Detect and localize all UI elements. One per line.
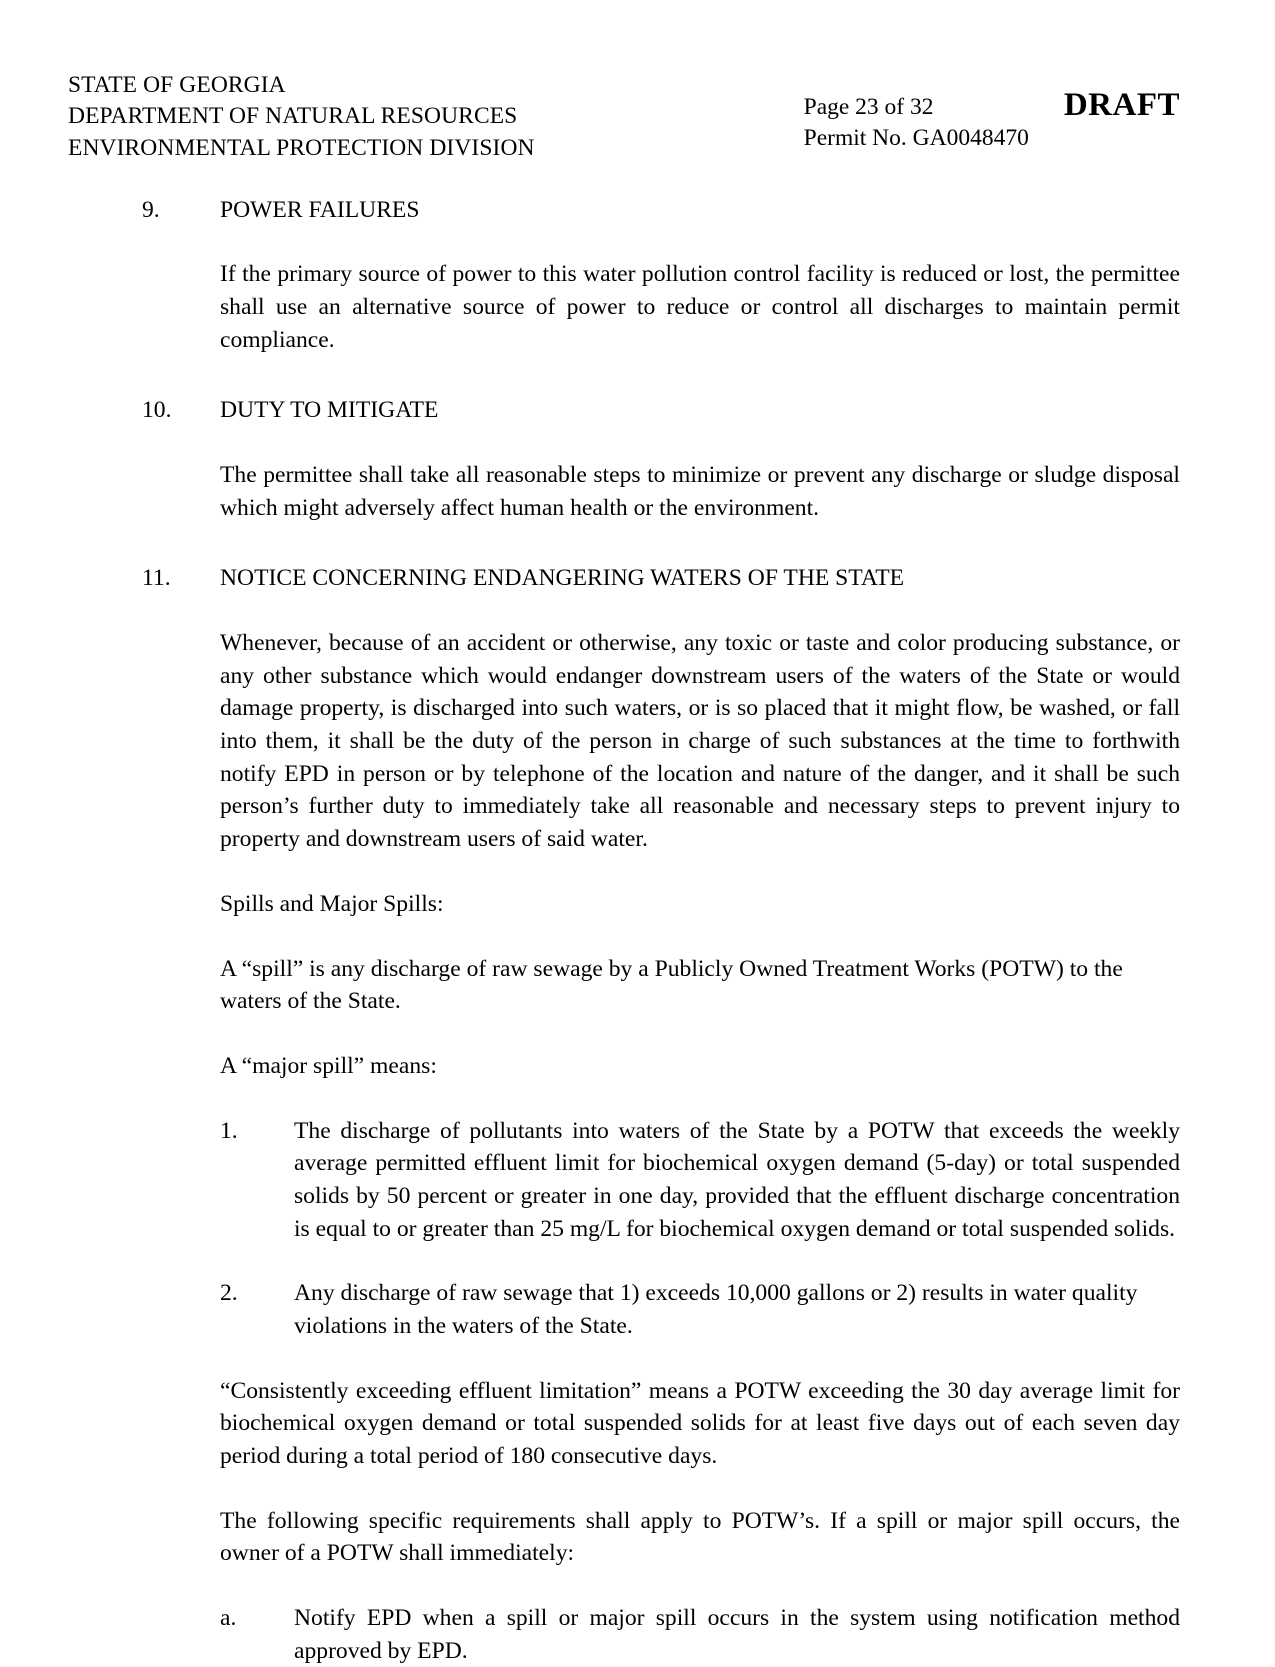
- spacer: [68, 1245, 1180, 1277]
- spacer: [68, 921, 1180, 953]
- section-heading-power-failures: [68, 194, 1180, 227]
- permit-number-label: Permit No. GA0048470: [803, 125, 1029, 152]
- paragraph-endangering-waters: Whenever, because of an accident or otherwise, any toxic or taste and color producing substance, or any other substance which would endanger downstream users of the waters of the State or would damage property, is discharged into such waters, or is so placed that it might flow, be washed, or fall into them, it shall be the duty of the person in charge of such substances at the time to forthwith notify EPD in person or by telephone of the location and nature of the danger, and it shall be such person’s further duty to immediately take all reasonable and necessary steps to prevent injury to property and downstream users of said water.: [220, 630, 1180, 853]
- spacer: [68, 1083, 1180, 1115]
- section-number: 9.: [142, 196, 160, 223]
- section-number: 10.: [142, 397, 172, 424]
- list-item: [220, 1277, 1180, 1342]
- spacer: [68, 356, 1180, 394]
- spacer: [68, 1018, 1180, 1050]
- draft-stamp: DRAFT: [1063, 87, 1180, 123]
- spacer: [68, 524, 1180, 562]
- spacer: [68, 856, 1180, 888]
- document-meta: [804, 92, 1029, 155]
- spacer: [68, 1473, 1180, 1505]
- list-item: [220, 1115, 1180, 1246]
- paragraph-major-spill-lead-in: A “major spill” means:: [220, 1052, 437, 1079]
- agency-line-state: STATE OF GEORGIA: [68, 72, 286, 98]
- list-item-marker: 2.: [220, 1280, 238, 1307]
- document-header: [68, 70, 1180, 164]
- paragraph-power-failures: If the primary source of power to this water pollution control facility is reduced or lost, the permittee shall use an alternative source of power to reduce or control all discharges to maintain permit compliance.: [220, 261, 1180, 353]
- paragraph-spill-definition: A “spill” is any discharge of raw sewage by a Publicly Owned Treatment Works (POTW) to the waters of the State.: [220, 955, 1123, 1015]
- document-body: [68, 194, 1180, 1667]
- page-number-label: Page 23 of 32: [803, 94, 934, 120]
- spacer: [68, 1570, 1180, 1602]
- section-heading-notice-endangering-waters: [68, 562, 1180, 595]
- section-heading-duty-to-mitigate: [68, 394, 1180, 427]
- section-number: 11.: [142, 565, 171, 592]
- list-item-marker: 1.: [220, 1117, 238, 1144]
- list-item-text: The discharge of pollutants into waters of the State by a POTW that exceeds the weekly average permitted effluent limit for biochemical oxygen demand (5-day) or total suspended solids by 50 percent or greater in one day, provided that the effluent discharge concentration is equal to or greater than 25 mg/L for biochemical oxygen demand or total suspended solids.: [294, 1117, 1180, 1242]
- paragraph-spills-and-major-spills: Spills and Major Spills:: [220, 890, 444, 917]
- agency-line-department: DEPARTMENT OF NATURAL RESOURCES: [68, 103, 518, 130]
- agency-heading: [68, 70, 535, 164]
- spacer: [68, 1343, 1180, 1375]
- paragraph-specific-requirements: The following specific requirements shall apply to POTW’s. If a spill or major spill occurs, the owner of a POTW shall immediately:: [220, 1507, 1180, 1567]
- list-item: [220, 1602, 1180, 1667]
- section-title: POWER FAILURES: [220, 196, 420, 223]
- paragraph-consistently-exceeding: “Consistently exceeding effluent limitation” means a POTW exceeding the 30 day average limit for biochemical oxygen demand or total suspended solids for at least five days out of each seven day period during a total period of 180 consecutive days.: [220, 1377, 1180, 1469]
- list-item-marker: a.: [220, 1604, 237, 1631]
- list-item-text: Notify EPD when a spill or major spill occurs in the system using notification method approved by EPD.: [294, 1604, 1180, 1664]
- section-title: NOTICE CONCERNING ENDANGERING WATERS OF THE STATE: [220, 565, 905, 592]
- header-right-block: [804, 70, 1180, 155]
- section-title: DUTY TO MITIGATE: [220, 397, 439, 424]
- agency-line-division: ENVIRONMENTAL PROTECTION DIVISION: [68, 134, 535, 161]
- paragraph-duty-to-mitigate: The permittee shall take all reasonable steps to minimize or prevent any discharge or sludge disposal which might adversely affect human health or the environment.: [220, 462, 1180, 521]
- spacer: [68, 427, 1180, 459]
- spacer: [68, 595, 1180, 627]
- list-item-text: Any discharge of raw sewage that 1) exceeds 10,000 gallons or 2) results in water quality violations in the waters of the State.: [294, 1280, 1138, 1339]
- spacer: [68, 226, 1180, 258]
